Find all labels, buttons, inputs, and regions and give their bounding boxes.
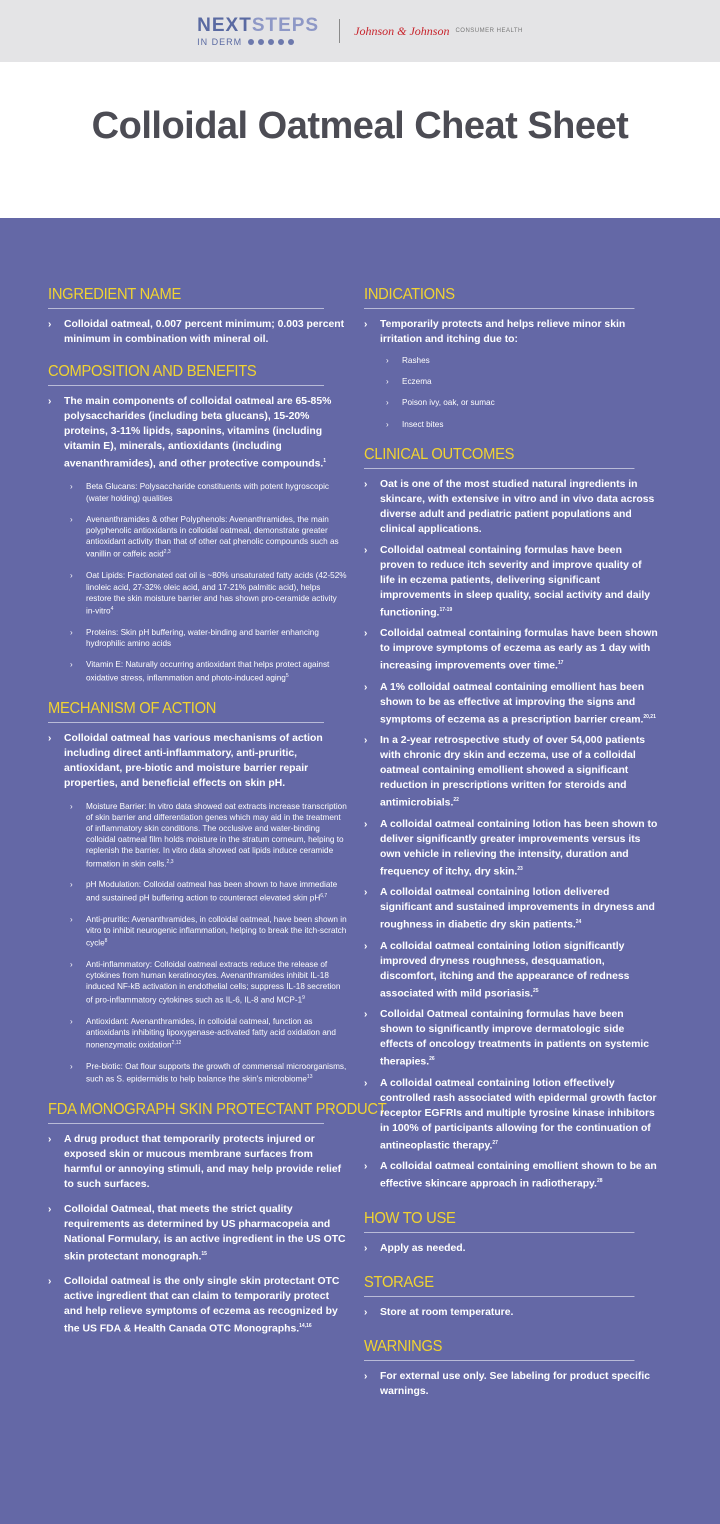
reference-number: 2,3 <box>163 549 171 556</box>
reference-number: 6,7 <box>320 892 328 899</box>
chevron-right-icon: › <box>364 1242 368 1254</box>
chevron-right-icon: › <box>364 1370 368 1382</box>
section-heading: HOW TO USE <box>364 1210 634 1233</box>
sub-bullet-text: Anti-pruritic: Avenanthramides, in colloidal oatmeal, have been shown in vitro to inhibit neurogenic inflammation, helping to break the itch-scratch cycle <box>86 914 347 948</box>
bullet-item <box>48 731 348 791</box>
section-heading: WARNINGS <box>364 1338 634 1361</box>
bullet-text: A colloidal oatmeal containing lotion delivered significant and sustained improvements in dryness and roughness in diabetic dry skin patients. <box>380 887 655 931</box>
bullet-text: A colloidal oatmeal containing emollient shown to be an effective skincare approach in radiotherapy. <box>380 1161 657 1190</box>
chevron-right-icon: › <box>70 660 73 670</box>
logo-dots-icon <box>248 39 294 45</box>
bullet-text: For external use only. See labeling for product specific warnings. <box>380 1370 651 1397</box>
reference-number: 20,21 <box>643 713 656 720</box>
bullet-item <box>364 817 658 879</box>
chevron-right-icon: › <box>70 482 73 492</box>
section-heading: INDICATIONS <box>364 286 634 309</box>
chevron-right-icon: › <box>364 887 368 899</box>
reference-number: 13 <box>306 1074 313 1081</box>
bullet-text: Colloidal Oatmeal containing formulas have been shown to significantly improve dermatologic side effects of oncology treatments in patients on systemic therapies. <box>380 1009 650 1068</box>
chevron-right-icon: › <box>364 818 368 830</box>
bullet-item <box>364 1305 658 1320</box>
chevron-right-icon: › <box>364 1161 368 1173</box>
bullet-item <box>364 543 658 620</box>
bullet-item <box>364 939 658 1001</box>
reference-number: 2,12 <box>171 1039 182 1046</box>
bullet-item <box>48 317 348 347</box>
bullet-item <box>364 1159 658 1191</box>
section-heading: COMPOSITION AND BENEFITS <box>48 363 324 386</box>
chevron-right-icon: › <box>364 681 368 693</box>
sub-bullet-item <box>364 355 658 366</box>
reference-number: 14,16 <box>299 1323 312 1330</box>
chevron-right-icon: › <box>70 801 73 811</box>
reference-number: 25 <box>533 987 539 994</box>
sub-bullet-text: Anti-inflammatory: Colloidal oatmeal extracts reduce the release of cytokines from human keratinocytes. Avenanthramides inhibit IL-18 induced NF-kB activation in endothelial cells; suppress IL-18 secretion of pro-inflammatory cytokines such as IL-6, IL-8 and MCP-1 <box>86 959 341 1005</box>
bullet-item <box>364 626 658 673</box>
reference-number: 23 <box>517 865 523 872</box>
bullet-text: A colloidal oatmeal containing lotion has been shown to deliver significantly greater improvements versus its own vehicle in relieving the intensity, duration and frequency of itchy, dry skin. <box>380 818 658 878</box>
reference-number: 9 <box>302 994 305 1001</box>
chevron-right-icon: › <box>364 478 368 490</box>
chevron-right-icon: › <box>48 319 52 330</box>
header-bar <box>0 0 720 62</box>
nextsteps-logo <box>197 16 319 47</box>
chevron-right-icon: › <box>48 1203 52 1215</box>
content-panel <box>0 218 720 1524</box>
sub-bullet-item <box>48 481 348 503</box>
logo-steps: STEPS <box>251 14 320 36</box>
bullet-item <box>48 394 348 471</box>
chevron-right-icon: › <box>70 959 73 969</box>
reference-number: 17 <box>557 660 564 667</box>
bullet-text: Colloidal oatmeal is the only single skin protectant OTC active ingredient that can claim to temporarily protect and help relieve symptoms of eczema as recognized by the US FDA & Health Canada OTC Monographs. <box>64 1276 340 1335</box>
chevron-right-icon: › <box>70 1061 73 1071</box>
chevron-right-icon: › <box>70 880 73 890</box>
reference-number: 5 <box>285 672 289 679</box>
chevron-right-icon: › <box>386 356 389 365</box>
reference-number: 27 <box>492 1139 498 1146</box>
section-heading: MECHANISM OF ACTION <box>48 700 324 723</box>
sub-bullet-text: Proteins: Skin pH buffering, water-binding and barrier enhancing hydrophilic amino acids <box>86 627 319 649</box>
right-column <box>364 286 658 1405</box>
sub-bullet-item <box>48 659 348 683</box>
section-heading: CLINICAL OUTCOMES <box>364 446 634 469</box>
sub-bullet-item <box>48 514 348 561</box>
bullet-text: Store at room temperature. <box>380 1306 514 1318</box>
chevron-right-icon: › <box>364 544 368 556</box>
sub-bullet-text: Avenanthramides & other Polyphenols: Avenanthramides, the main polyphenolic antioxidants in colloidal oatmeal, demonstrate greater antioxidant activity than that of other oat phenolic compounds such as vanillin or caffeic acid <box>86 514 339 560</box>
reference-number: 24 <box>575 919 582 926</box>
bullet-text: Apply as needed. <box>380 1242 466 1254</box>
bullet-item <box>48 1274 348 1336</box>
sub-bullet-text: Vitamin E: Naturally occurring antioxidant that helps protect against oxidative stress, inflammation and photo-induced aging <box>86 660 330 683</box>
chevron-right-icon: › <box>386 419 389 429</box>
reference-number: 22 <box>453 797 459 804</box>
section-heading: STORAGE <box>364 1274 634 1297</box>
bullet-text: Colloidal oatmeal containing formulas have been proven to reduce itch severity and improve quality of life in eczema patients, delivering significant improvements in sleep quality, social activity and daily functioning. <box>380 544 651 619</box>
sub-bullet-item <box>364 376 658 387</box>
reference-number: 1 <box>323 458 327 464</box>
chevron-right-icon: › <box>70 514 73 524</box>
bullet-item <box>364 1007 658 1069</box>
sub-bullet-item <box>48 914 348 949</box>
sub-bullet-text: Rashes <box>402 356 430 365</box>
bullet-item <box>364 733 658 810</box>
bullet-item <box>364 1076 658 1153</box>
chevron-right-icon: › <box>48 1276 52 1288</box>
section-heading: INGREDIENT NAME <box>48 286 324 309</box>
chevron-right-icon: › <box>364 1009 368 1021</box>
chevron-right-icon: › <box>70 571 73 581</box>
sub-bullet-text: Pre-biotic: Oat flour supports the growth of commensal microorganisms, such as S. epidermidis to help balance the skin's microbiome <box>86 1061 347 1084</box>
sub-bullet-item <box>48 627 348 649</box>
reference-number: 28 <box>596 1178 603 1185</box>
sub-bullet-text: Poison ivy, oak, or sumac <box>402 398 495 408</box>
bullet-text: A drug product that temporarily protects injured or exposed skin or mucous membrane surfaces from harmful or annoying stimuli, and may help provide relief to such surfaces. <box>64 1133 342 1190</box>
bullet-text: Colloidal Oatmeal, that meets the strict quality requirements as determined by US pharmacopeia and National Formulary, is an active ingredient in the US OTC skin protectant monograph. <box>64 1203 346 1263</box>
bullet-text: Temporarily protects and helps relieve minor skin irritation and itching due to: <box>380 319 626 345</box>
sub-bullet-item <box>48 570 348 617</box>
chevron-right-icon: › <box>386 398 389 408</box>
logo-subtitle: IN DERM <box>197 36 243 47</box>
bullet-text: Oat is one of the most studied natural ingredients in skincare, with extensive in vitro and in vivo data across diverse adult and pediatric patient populations and clinical applications. <box>380 478 655 535</box>
sub-bullet-item <box>48 1061 348 1085</box>
bullet-text: A 1% colloidal oatmeal containing emollient has been shown to be as effective at improving the signs and symptoms of eczema as a prescription barrier cream. <box>380 681 645 726</box>
sub-bullet-item <box>364 397 658 408</box>
sub-bullet-text: Eczema <box>402 377 432 387</box>
sub-bullet-text: Oat Lipids: Fractionated oat oil is ~80% unsaturated fatty acids (42-52% linoleic acid, 27-32% oleic acid, and 17-21% palmitic acid), helps restore the skin moisture barrier and has shown pro-ceramide activity in-vitro <box>86 571 347 616</box>
chevron-right-icon: › <box>48 732 52 744</box>
sub-bullet-item <box>364 419 658 430</box>
reference-number: 17-19 <box>439 606 453 613</box>
reference-number: 8 <box>104 938 108 945</box>
chevron-right-icon: › <box>70 914 73 924</box>
chevron-right-icon: › <box>364 735 368 747</box>
reference-number: 4 <box>110 606 114 613</box>
sub-bullet-item <box>48 801 348 870</box>
bullet-text: The main components of colloidal oatmeal are 65-85% polysaccharides (including beta glucans), 15-20% proteins, 3-11% lipids, saponins, vitamins (including vitamin E), minerals, antioxidants (including avenanthramides), and other protective compounds. <box>64 396 332 470</box>
chevron-right-icon: › <box>386 377 389 387</box>
bullet-text: Colloidal oatmeal, 0.007 percent minimum; 0.003 percent minimum in combination with mineral oil. <box>64 319 345 345</box>
chevron-right-icon: › <box>364 940 368 952</box>
sub-bullet-item <box>48 1016 348 1051</box>
sub-bullet-text: Insect bites <box>402 419 444 429</box>
partner-logo: Johnson & Johnson <box>354 23 450 38</box>
bullet-item <box>48 1202 348 1264</box>
reference-number: 26 <box>429 1056 435 1063</box>
page-title: Colloidal Oatmeal Cheat Sheet <box>91 105 629 147</box>
bullet-item <box>364 1369 658 1399</box>
section-heading: FDA MONOGRAPH SKIN PROTECTANT PRODUCT <box>48 1101 324 1124</box>
bullet-item <box>364 885 658 932</box>
bullet-item <box>364 317 658 347</box>
partner-subtitle: CONSUMER HEALTH <box>455 28 523 34</box>
logo-wordmark <box>197 16 319 35</box>
sub-bullet-item <box>48 959 348 1006</box>
reference-number: 2,3 <box>166 858 174 865</box>
sub-bullet-text: Beta Glucans: Polysaccharide constituents with potent hygroscopic (water holding) qualities <box>86 482 330 503</box>
reference-number: 15 <box>201 1250 207 1257</box>
chevron-right-icon: › <box>70 627 73 637</box>
bullet-text: In a 2-year retrospective study of over 54,000 patients with chronic dry skin and eczema, use of a colloidal oatmeal containing emollient showed a significant reduction in prescriptions written for steroids and antimicrobials. <box>380 735 646 809</box>
chevron-right-icon: › <box>48 1133 52 1145</box>
chevron-right-icon: › <box>364 319 368 330</box>
sub-bullet-item <box>48 879 348 903</box>
bullet-text: Colloidal oatmeal has various mechanisms of action including direct anti-inflammatory, anti-pruritic, antioxidant, pre-biotic and moisture barrier repair properties, and beneficial effects on skin pH. <box>64 732 323 789</box>
chevron-right-icon: › <box>70 1016 73 1026</box>
bullet-item <box>364 477 658 537</box>
sub-bullet-text: pH Modulation: Colloidal oatmeal has been shown to have immediate and sustained pH buffering action to counteract elevated skin pH <box>86 880 338 903</box>
sub-bullet-text: Antioxidant: Avenanthramides, in colloidal oatmeal, function as antioxidants inhibiting lipoxygenase-activated fatty acid oxidation and nonenzymatic oxidation <box>86 1016 336 1050</box>
header-divider <box>339 19 340 43</box>
chevron-right-icon: › <box>48 396 52 407</box>
chevron-right-icon: › <box>364 1306 368 1318</box>
bullet-text: Colloidal oatmeal containing formulas have been shown to improve symptoms of eczema as early as 1 day with increasing improvements over time. <box>380 628 658 672</box>
chevron-right-icon: › <box>364 1077 368 1089</box>
bullet-item <box>364 1241 658 1256</box>
bullet-item <box>364 680 658 727</box>
chevron-right-icon: › <box>364 628 368 640</box>
bullet-text: A colloidal oatmeal containing lotion effectively controlled rash associated with epidermal growth factor receptor EGFRIs and multiple tyrosine kinase inhibitors in 100% of participants allowing for the continuation of antineoplastic therapy. <box>380 1077 657 1152</box>
bullet-item <box>48 1132 348 1192</box>
logo-next: NEXT <box>197 14 252 36</box>
bullet-text: A colloidal oatmeal containing lotion significantly improved dryness roughness, desquamation, discomfort, itching and the appearance of redness associated with mild psoriasis. <box>380 940 630 1000</box>
sub-bullet-text: Moisture Barrier: In vitro data showed oat extracts increase transcription of skin barrier and differentiation genes which may aid in the treatment of inflammatory skin conditions. The occlusive and water-binding colloidal oatmeal film holds moisture in the stratum corneum, helping to replenish the barrier. In vitro data showed oat lipids induce ceramide formation in skin cells. <box>86 801 347 869</box>
left-column <box>48 286 387 1347</box>
